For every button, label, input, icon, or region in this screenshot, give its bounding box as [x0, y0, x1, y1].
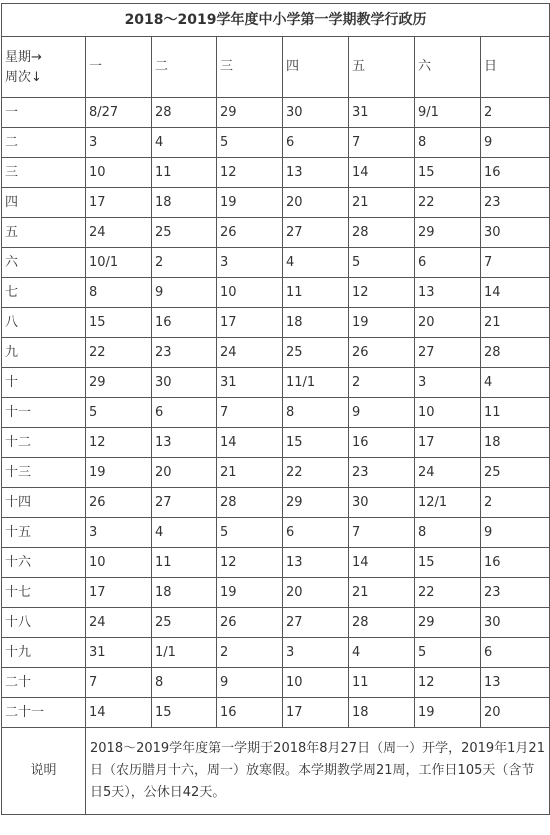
date-cell: 30: [481, 218, 550, 248]
week-number: 十: [2, 368, 86, 398]
date-cell: 29: [217, 98, 283, 128]
date-cell: 13: [481, 668, 550, 698]
week-number: 五: [2, 218, 86, 248]
week-number: 十七: [2, 578, 86, 608]
date-cell: 18: [349, 698, 415, 728]
date-cell: 16: [481, 158, 550, 188]
title-row: [2, 4, 550, 37]
week-number: 十六: [2, 548, 86, 578]
date-cell: 14: [217, 428, 283, 458]
date-cell: 6: [283, 128, 349, 158]
date-cell: 13: [283, 548, 349, 578]
week-row: [2, 308, 550, 338]
date-cell: 12: [86, 428, 152, 458]
week-number: 十九: [2, 638, 86, 668]
date-cell: 11/1: [283, 368, 349, 398]
week-row: [2, 488, 550, 518]
weekday-header: 二: [152, 37, 217, 98]
date-cell: 26: [86, 488, 152, 518]
date-cell: 31: [217, 368, 283, 398]
date-cell: 8: [152, 668, 217, 698]
date-cell: 7: [481, 248, 550, 278]
date-cell: 18: [481, 428, 550, 458]
week-row: [2, 218, 550, 248]
week-number: 十三: [2, 458, 86, 488]
weekday-header: 日: [481, 37, 550, 98]
week-number: 二: [2, 128, 86, 158]
week-number: 三: [2, 158, 86, 188]
date-cell: 29: [415, 608, 481, 638]
date-cell: 15: [152, 698, 217, 728]
date-cell: 23: [349, 458, 415, 488]
date-cell: 28: [217, 488, 283, 518]
date-cell: 9/1: [415, 98, 481, 128]
week-number: 十二: [2, 428, 86, 458]
date-cell: 3: [283, 638, 349, 668]
date-cell: 27: [283, 608, 349, 638]
date-cell: 30: [349, 488, 415, 518]
date-cell: 12: [349, 278, 415, 308]
date-cell: 12: [217, 548, 283, 578]
week-number: 十五: [2, 518, 86, 548]
date-cell: 5: [217, 518, 283, 548]
date-cell: 10: [217, 278, 283, 308]
date-cell: 15: [415, 158, 481, 188]
weekday-header-row: [2, 37, 550, 98]
week-number: 二十一: [2, 698, 86, 728]
date-cell: 20: [415, 308, 481, 338]
date-cell: 29: [86, 368, 152, 398]
date-cell: 4: [152, 518, 217, 548]
date-cell: 8: [86, 278, 152, 308]
week-row: [2, 278, 550, 308]
date-cell: 2: [481, 98, 550, 128]
date-cell: 3: [86, 518, 152, 548]
week-row: [2, 608, 550, 638]
week-row: [2, 398, 550, 428]
date-cell: 3: [217, 248, 283, 278]
date-cell: 17: [283, 698, 349, 728]
week-row: [2, 338, 550, 368]
date-cell: 5: [217, 128, 283, 158]
date-cell: 5: [349, 248, 415, 278]
date-cell: 17: [217, 308, 283, 338]
date-cell: 8/27: [86, 98, 152, 128]
date-cell: 3: [86, 128, 152, 158]
date-cell: 14: [86, 698, 152, 728]
calendar-table: [1, 3, 550, 815]
date-cell: 8: [415, 518, 481, 548]
week-row: [2, 158, 550, 188]
week-row: [2, 368, 550, 398]
date-cell: 30: [481, 608, 550, 638]
date-cell: 21: [349, 188, 415, 218]
week-number: 十四: [2, 488, 86, 518]
date-cell: 19: [349, 308, 415, 338]
date-cell: 26: [217, 218, 283, 248]
date-cell: 31: [349, 98, 415, 128]
week-number: 二十: [2, 668, 86, 698]
date-cell: 7: [86, 668, 152, 698]
weekday-header: 一: [86, 37, 152, 98]
date-cell: 15: [283, 428, 349, 458]
date-cell: 4: [152, 128, 217, 158]
date-cell: 27: [283, 218, 349, 248]
date-cell: 18: [152, 188, 217, 218]
date-cell: 19: [415, 698, 481, 728]
date-cell: 12/1: [415, 488, 481, 518]
date-cell: 29: [415, 218, 481, 248]
date-cell: 21: [217, 458, 283, 488]
week-number: 四: [2, 188, 86, 218]
date-cell: 24: [217, 338, 283, 368]
date-cell: 25: [283, 338, 349, 368]
date-cell: 13: [152, 428, 217, 458]
weekday-header: 五: [349, 37, 415, 98]
date-cell: 19: [217, 188, 283, 218]
date-cell: 17: [86, 188, 152, 218]
date-cell: 2: [217, 638, 283, 668]
weekday-header: 四: [283, 37, 349, 98]
date-cell: 16: [217, 698, 283, 728]
week-row: [2, 188, 550, 218]
week-row: [2, 698, 550, 728]
date-cell: 4: [349, 638, 415, 668]
week-row: [2, 428, 550, 458]
date-cell: 26: [349, 338, 415, 368]
date-cell: 16: [481, 548, 550, 578]
date-cell: 28: [152, 98, 217, 128]
date-cell: 22: [415, 578, 481, 608]
date-cell: 24: [86, 218, 152, 248]
date-cell: 5: [415, 638, 481, 668]
date-cell: 12: [415, 668, 481, 698]
date-cell: 6: [283, 518, 349, 548]
date-cell: 2: [152, 248, 217, 278]
date-cell: 25: [152, 218, 217, 248]
date-cell: 17: [86, 578, 152, 608]
date-cell: 6: [152, 398, 217, 428]
date-cell: 29: [283, 488, 349, 518]
date-cell: 28: [349, 218, 415, 248]
date-cell: 10: [86, 548, 152, 578]
date-cell: 30: [152, 368, 217, 398]
week-number: 一: [2, 98, 86, 128]
date-cell: 15: [86, 308, 152, 338]
date-cell: 21: [481, 308, 550, 338]
week-row: [2, 668, 550, 698]
date-cell: 10/1: [86, 248, 152, 278]
date-cell: 2: [481, 488, 550, 518]
date-cell: 12: [217, 158, 283, 188]
date-cell: 11: [481, 398, 550, 428]
date-cell: 6: [481, 638, 550, 668]
week-number: 六: [2, 248, 86, 278]
week-row: [2, 458, 550, 488]
date-cell: 25: [152, 608, 217, 638]
date-cell: 24: [86, 608, 152, 638]
date-cell: 4: [481, 368, 550, 398]
date-cell: 22: [86, 338, 152, 368]
date-cell: 20: [283, 188, 349, 218]
date-cell: 10: [283, 668, 349, 698]
week-number: 十一: [2, 398, 86, 428]
date-cell: 9: [481, 128, 550, 158]
date-cell: 20: [152, 458, 217, 488]
date-cell: 11: [283, 278, 349, 308]
date-cell: 1/1: [152, 638, 217, 668]
date-cell: 14: [481, 278, 550, 308]
date-cell: 11: [152, 548, 217, 578]
date-cell: 11: [152, 158, 217, 188]
date-cell: 19: [217, 578, 283, 608]
corner-weekday-label: 星期→: [5, 50, 42, 65]
calendar-sheet: [1, 3, 549, 815]
date-cell: 23: [481, 188, 550, 218]
note-text: 2018～2019学年度第一学期于2018年8月27日（周一）开学，2019年1月21日（农历腊月十六，周一）放寒假。本学期教学周21周，工作日105天（含节日5天），公休日42天。: [86, 728, 550, 815]
date-cell: 20: [283, 578, 349, 608]
date-cell: 4: [283, 248, 349, 278]
week-row: [2, 248, 550, 278]
date-cell: 9: [349, 398, 415, 428]
week-row: [2, 128, 550, 158]
weekday-header: 三: [217, 37, 283, 98]
date-cell: 28: [349, 608, 415, 638]
date-cell: 22: [415, 188, 481, 218]
date-cell: 26: [217, 608, 283, 638]
week-rows: [2, 98, 550, 728]
date-cell: 9: [152, 278, 217, 308]
date-cell: 13: [283, 158, 349, 188]
date-cell: 5: [86, 398, 152, 428]
date-cell: 13: [415, 278, 481, 308]
date-cell: 23: [481, 578, 550, 608]
date-cell: 28: [481, 338, 550, 368]
date-cell: 11: [349, 668, 415, 698]
date-cell: 18: [152, 578, 217, 608]
note-label: 说明: [2, 728, 86, 815]
week-row: [2, 518, 550, 548]
date-cell: 10: [86, 158, 152, 188]
date-cell: 14: [349, 158, 415, 188]
date-cell: 27: [415, 338, 481, 368]
corner-week-label: 周次↓: [5, 70, 42, 85]
week-number: 八: [2, 308, 86, 338]
date-cell: 23: [152, 338, 217, 368]
date-cell: 7: [349, 128, 415, 158]
date-cell: 8: [283, 398, 349, 428]
date-cell: 10: [415, 398, 481, 428]
date-cell: 16: [152, 308, 217, 338]
date-cell: 9: [481, 518, 550, 548]
date-cell: 7: [349, 518, 415, 548]
weekday-header: 六: [415, 37, 481, 98]
note-row: [2, 728, 550, 815]
date-cell: 7: [217, 398, 283, 428]
week-number: 七: [2, 278, 86, 308]
corner-header: [2, 37, 86, 98]
date-cell: 8: [415, 128, 481, 158]
week-row: [2, 98, 550, 128]
date-cell: 30: [283, 98, 349, 128]
date-cell: 3: [415, 368, 481, 398]
date-cell: 20: [481, 698, 550, 728]
date-cell: 9: [217, 668, 283, 698]
week-row: [2, 548, 550, 578]
date-cell: 25: [481, 458, 550, 488]
date-cell: 17: [415, 428, 481, 458]
date-cell: 14: [349, 548, 415, 578]
date-cell: 18: [283, 308, 349, 338]
week-number: 九: [2, 338, 86, 368]
calendar-title: 2018～2019学年度中小学第一学期教学行政历: [2, 4, 550, 37]
date-cell: 16: [349, 428, 415, 458]
date-cell: 24: [415, 458, 481, 488]
date-cell: 31: [86, 638, 152, 668]
date-cell: 6: [415, 248, 481, 278]
date-cell: 22: [283, 458, 349, 488]
date-cell: 2: [349, 368, 415, 398]
week-row: [2, 638, 550, 668]
date-cell: 21: [349, 578, 415, 608]
date-cell: 27: [152, 488, 217, 518]
date-cell: 15: [415, 548, 481, 578]
date-cell: 19: [86, 458, 152, 488]
week-row: [2, 578, 550, 608]
week-number: 十八: [2, 608, 86, 638]
